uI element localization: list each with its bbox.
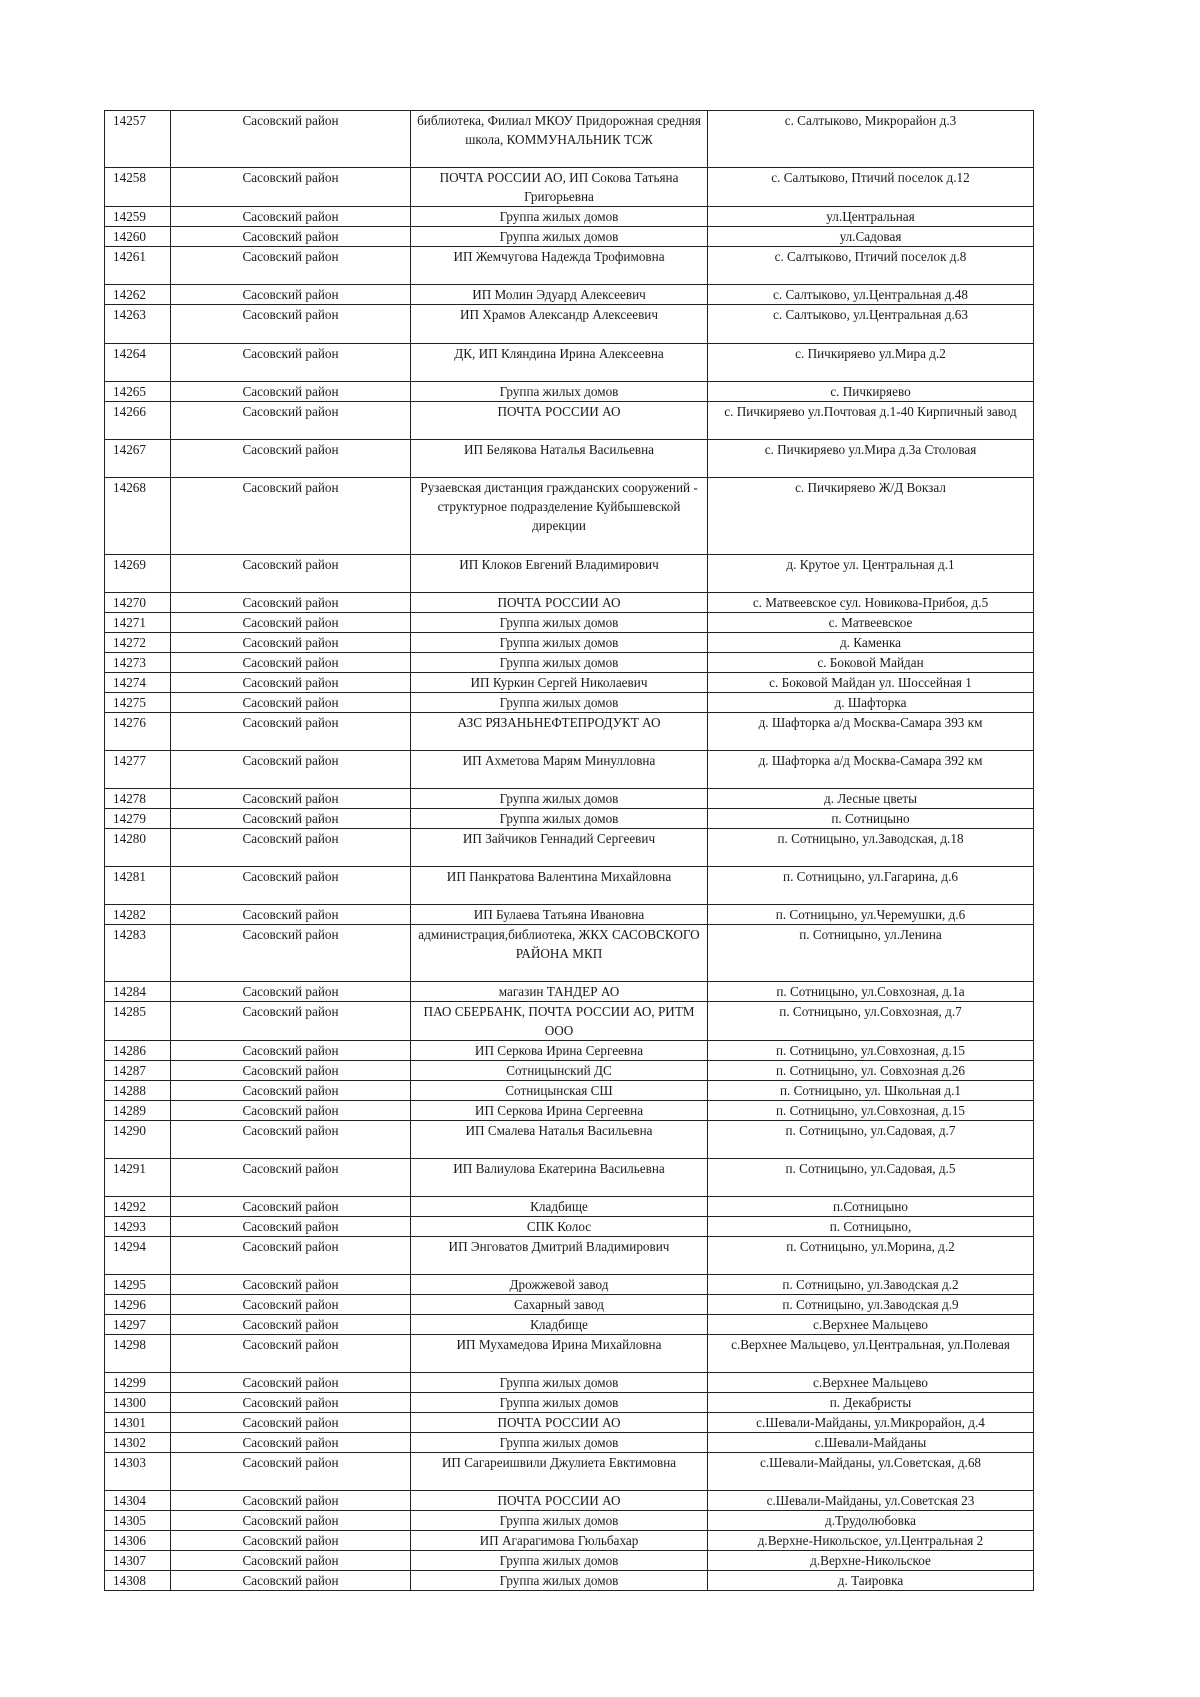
- cell-district: Сасовский район: [171, 1041, 411, 1061]
- table-row: [105, 555, 1034, 593]
- cell-address: с.Верхнее Мальцево: [708, 1315, 1034, 1335]
- cell-organization: магазин ТАНДЕР АО: [411, 982, 708, 1002]
- table-row: [105, 1041, 1034, 1061]
- cell-district: Сасовский район: [171, 693, 411, 713]
- cell-address: с. Пичкиряево Ж/Д Вокзал: [708, 478, 1034, 555]
- cell-organization: Группа жилых домов: [411, 809, 708, 829]
- table-row: [105, 1373, 1034, 1393]
- cell-address: с.Шевали-Майданы: [708, 1433, 1034, 1453]
- cell-organization: ИП Валиулова Екатерина Васильевна: [411, 1159, 708, 1197]
- cell-id: 14266: [105, 402, 171, 440]
- cell-address: д. Таировка: [708, 1571, 1034, 1591]
- cell-district: Сасовский район: [171, 247, 411, 285]
- cell-id: 14304: [105, 1491, 171, 1511]
- cell-district: Сасовский район: [171, 1531, 411, 1551]
- cell-district: Сасовский район: [171, 829, 411, 867]
- cell-district: Сасовский район: [171, 809, 411, 829]
- table-row: [105, 905, 1034, 925]
- cell-address: с. Матвеевское сул. Новикова-Прибоя, д.5: [708, 593, 1034, 613]
- cell-organization: Группа жилых домов: [411, 382, 708, 402]
- cell-address: п. Сотницыно: [708, 809, 1034, 829]
- table-row: [105, 1551, 1034, 1571]
- cell-organization: Сотницынский ДС: [411, 1061, 708, 1081]
- cell-address: д. Крутое ул. Центральная д.1: [708, 555, 1034, 593]
- cell-district: Сасовский район: [171, 925, 411, 982]
- cell-district: Сасовский район: [171, 402, 411, 440]
- cell-district: Сасовский район: [171, 1511, 411, 1531]
- table-row: [105, 633, 1034, 653]
- cell-id: 14279: [105, 809, 171, 829]
- cell-organization: Сотницынская СШ: [411, 1081, 708, 1101]
- cell-organization: Сахарный завод: [411, 1295, 708, 1315]
- cell-address: с.Верхнее Мальцево, ул.Центральная, ул.Полевая: [708, 1335, 1034, 1373]
- cell-address: п. Сотницыно, ул.Заводская д.9: [708, 1295, 1034, 1315]
- cell-organization: ИП Молин Эдуард Алексеевич: [411, 285, 708, 305]
- table-row: [105, 1002, 1034, 1041]
- cell-address: с. Салтыково, ул.Центральная д.63: [708, 305, 1034, 344]
- cell-district: Сасовский район: [171, 1121, 411, 1159]
- cell-organization: ИП Куркин Сергей Николаевич: [411, 673, 708, 693]
- cell-organization: ИП Серкова Ирина Сергеевна: [411, 1041, 708, 1061]
- cell-organization: ИП Храмов Александр Алексеевич: [411, 305, 708, 344]
- cell-id: 14308: [105, 1571, 171, 1591]
- table-row: [105, 227, 1034, 247]
- cell-organization: ИП Клоков Евгений Владимирович: [411, 555, 708, 593]
- cell-organization: ПОЧТА РОССИИ АО: [411, 1413, 708, 1433]
- cell-id: 14282: [105, 905, 171, 925]
- table-row: [105, 1393, 1034, 1413]
- cell-address: д. Шафторка а/д Москва-Самара 393 км: [708, 713, 1034, 751]
- cell-district: Сасовский район: [171, 1453, 411, 1491]
- cell-id: 14265: [105, 382, 171, 402]
- cell-district: Сасовский район: [171, 1159, 411, 1197]
- cell-id: 14264: [105, 344, 171, 382]
- cell-organization: Группа жилых домов: [411, 613, 708, 633]
- cell-id: 14285: [105, 1002, 171, 1041]
- cell-district: Сасовский район: [171, 1491, 411, 1511]
- cell-district: Сасовский район: [171, 1413, 411, 1433]
- cell-organization: ИП Булаева Татьяна Ивановна: [411, 905, 708, 925]
- cell-district: Сасовский район: [171, 1081, 411, 1101]
- cell-district: Сасовский район: [171, 1197, 411, 1217]
- cell-organization: Группа жилых домов: [411, 1551, 708, 1571]
- table-row: [105, 1081, 1034, 1101]
- cell-organization: ИП Агарагимова Гюльбахар: [411, 1531, 708, 1551]
- table-row: [105, 440, 1034, 478]
- cell-id: 14291: [105, 1159, 171, 1197]
- cell-district: Сасовский район: [171, 1101, 411, 1121]
- cell-organization: Группа жилых домов: [411, 1511, 708, 1531]
- cell-organization: Группа жилых домов: [411, 693, 708, 713]
- cell-id: 14259: [105, 207, 171, 227]
- cell-id: 14262: [105, 285, 171, 305]
- cell-address: ул.Центральная: [708, 207, 1034, 227]
- cell-id: 14301: [105, 1413, 171, 1433]
- cell-address: п. Сотницыно,: [708, 1217, 1034, 1237]
- cell-address: с. Пичкиряево ул.Почтовая д.1-40 Кирпичный завод: [708, 402, 1034, 440]
- cell-id: 14257: [105, 111, 171, 168]
- table-row: [105, 382, 1034, 402]
- cell-address: п. Сотницыно, ул.Ленина: [708, 925, 1034, 982]
- cell-address: с. Салтыково, Микрорайон д.3: [708, 111, 1034, 168]
- table-row: [105, 207, 1034, 227]
- cell-organization: Кладбище: [411, 1315, 708, 1335]
- table-row: [105, 1413, 1034, 1433]
- cell-id: 14260: [105, 227, 171, 247]
- cell-district: Сасовский район: [171, 1433, 411, 1453]
- cell-organization: ИП Ахметова Марям Минулловна: [411, 751, 708, 789]
- cell-district: Сасовский район: [171, 1295, 411, 1315]
- cell-address: с. Пичкиряево ул.Мира д.2: [708, 344, 1034, 382]
- cell-id: 14267: [105, 440, 171, 478]
- cell-district: Сасовский район: [171, 168, 411, 207]
- table-row: [105, 829, 1034, 867]
- cell-address: п. Сотницыно, ул.Заводская, д.18: [708, 829, 1034, 867]
- cell-district: Сасовский район: [171, 285, 411, 305]
- table-row: [105, 1433, 1034, 1453]
- cell-district: Сасовский район: [171, 653, 411, 673]
- cell-id: 14295: [105, 1275, 171, 1295]
- table-row: [105, 1453, 1034, 1491]
- cell-address: п. Сотницыно, ул.Садовая, д.5: [708, 1159, 1034, 1197]
- table-row: [105, 344, 1034, 382]
- table-row: [105, 593, 1034, 613]
- cell-address: с. Салтыково, Птичий поселок д.8: [708, 247, 1034, 285]
- table-row: [105, 653, 1034, 673]
- cell-district: Сасовский район: [171, 1373, 411, 1393]
- cell-id: 14275: [105, 693, 171, 713]
- cell-address: п.Сотницыно: [708, 1197, 1034, 1217]
- cell-address: д.Трудолюбовка: [708, 1511, 1034, 1531]
- cell-organization: Группа жилых домов: [411, 207, 708, 227]
- cell-organization: Группа жилых домов: [411, 1373, 708, 1393]
- table-row: [105, 925, 1034, 982]
- cell-id: 14297: [105, 1315, 171, 1335]
- cell-id: 14261: [105, 247, 171, 285]
- cell-address: п. Сотницыно, ул.Совхозная, д.15: [708, 1101, 1034, 1121]
- cell-id: 14274: [105, 673, 171, 693]
- cell-id: 14305: [105, 1511, 171, 1531]
- table-row: [105, 1511, 1034, 1531]
- table-row: [105, 673, 1034, 693]
- cell-id: 14263: [105, 305, 171, 344]
- cell-id: 14269: [105, 555, 171, 593]
- cell-address: с. Боковой Майдан: [708, 653, 1034, 673]
- cell-organization: ИП Панкратова Валентина Михайловна: [411, 867, 708, 905]
- table-row: [105, 1315, 1034, 1335]
- table-row: [105, 111, 1034, 168]
- cell-address: с. Салтыково, ул.Центральная д.48: [708, 285, 1034, 305]
- cell-address: с. Боковой Майдан ул. Шоссейная 1: [708, 673, 1034, 693]
- cell-address: п. Сотницыно, ул. Совхозная д.26: [708, 1061, 1034, 1081]
- cell-district: Сасовский район: [171, 1217, 411, 1237]
- table-row: [105, 1295, 1034, 1315]
- table-row: [105, 285, 1034, 305]
- table-row: [105, 1197, 1034, 1217]
- table-row: [105, 867, 1034, 905]
- cell-address: п. Сотницыно, ул.Гагарина, д.6: [708, 867, 1034, 905]
- cell-id: 14270: [105, 593, 171, 613]
- cell-organization: Группа жилых домов: [411, 1393, 708, 1413]
- cell-address: д. Лесные цветы: [708, 789, 1034, 809]
- cell-id: 14281: [105, 867, 171, 905]
- cell-id: 14303: [105, 1453, 171, 1491]
- cell-address: п. Сотницыно, ул. Школьная д.1: [708, 1081, 1034, 1101]
- cell-id: 14273: [105, 653, 171, 673]
- cell-address: п. Сотницыно, ул.Совхозная, д.7: [708, 1002, 1034, 1041]
- cell-id: 14268: [105, 478, 171, 555]
- cell-id: 14302: [105, 1433, 171, 1453]
- table-row: [105, 1571, 1034, 1591]
- cell-district: Сасовский район: [171, 1315, 411, 1335]
- cell-id: 14286: [105, 1041, 171, 1061]
- cell-district: Сасовский район: [171, 1002, 411, 1041]
- table-row: [105, 809, 1034, 829]
- table-row: [105, 1275, 1034, 1295]
- table-row: [105, 247, 1034, 285]
- cell-id: 14307: [105, 1551, 171, 1571]
- table-row: [105, 1237, 1034, 1275]
- table-row: [105, 751, 1034, 789]
- table-row: [105, 402, 1034, 440]
- cell-organization: СПК Колос: [411, 1217, 708, 1237]
- cell-address: п. Сотницыно, ул.Совхозная, д.1а: [708, 982, 1034, 1002]
- cell-district: Сасовский район: [171, 344, 411, 382]
- cell-address: п. Сотницыно, ул.Садовая, д.7: [708, 1121, 1034, 1159]
- cell-address: с. Пичкиряево: [708, 382, 1034, 402]
- cell-organization: ПОЧТА РОССИИ АО: [411, 402, 708, 440]
- cell-district: Сасовский район: [171, 440, 411, 478]
- cell-organization: Группа жилых домов: [411, 227, 708, 247]
- cell-district: Сасовский район: [171, 982, 411, 1002]
- cell-district: Сасовский район: [171, 227, 411, 247]
- cell-organization: ПОЧТА РОССИИ АО, ИП Сокова Татьяна Григорьевна: [411, 168, 708, 207]
- cell-district: Сасовский район: [171, 555, 411, 593]
- cell-address: д.Верхне-Никольское, ул.Центральная 2: [708, 1531, 1034, 1551]
- cell-id: 14298: [105, 1335, 171, 1373]
- cell-district: Сасовский район: [171, 382, 411, 402]
- cell-address: ул.Садовая: [708, 227, 1034, 247]
- cell-district: Сасовский район: [171, 633, 411, 653]
- cell-district: Сасовский район: [171, 789, 411, 809]
- cell-address: с.Верхнее Мальцево: [708, 1373, 1034, 1393]
- cell-id: 14280: [105, 829, 171, 867]
- cell-address: с.Шевали-Майданы, ул.Микрорайон, д.4: [708, 1413, 1034, 1433]
- cell-district: Сасовский район: [171, 1237, 411, 1275]
- table-row: [105, 168, 1034, 207]
- cell-id: 14271: [105, 613, 171, 633]
- cell-id: 14288: [105, 1081, 171, 1101]
- cell-district: Сасовский район: [171, 613, 411, 633]
- cell-address: п. Сотницыно, ул.Черемушки, д.6: [708, 905, 1034, 925]
- cell-id: 14278: [105, 789, 171, 809]
- cell-organization: Группа жилых домов: [411, 653, 708, 673]
- cell-district: Сасовский район: [171, 1061, 411, 1081]
- cell-address: п. Сотницыно, ул.Морина, д.2: [708, 1237, 1034, 1275]
- cell-address: п. Сотницыно, ул.Заводская д.2: [708, 1275, 1034, 1295]
- cell-organization: ПАО СБЕРБАНК, ПОЧТА РОССИИ АО, РИТМ ООО: [411, 1002, 708, 1041]
- cell-organization: ИП Жемчугова Надежда Трофимовна: [411, 247, 708, 285]
- cell-id: 14293: [105, 1217, 171, 1237]
- table-row: [105, 1061, 1034, 1081]
- cell-address: д. Шафторка а/д Москва-Самара 392 км: [708, 751, 1034, 789]
- table-row: [105, 1159, 1034, 1197]
- cell-organization: Группа жилых домов: [411, 1433, 708, 1453]
- cell-organization: ИП Мухамедова Ирина Михайловна: [411, 1335, 708, 1373]
- cell-district: Сасовский район: [171, 867, 411, 905]
- cell-organization: ДК, ИП Кляндина Ирина Алексеевна: [411, 344, 708, 382]
- table-row: [105, 1491, 1034, 1511]
- table-row: [105, 1121, 1034, 1159]
- table-row: [105, 1101, 1034, 1121]
- cell-organization: Группа жилых домов: [411, 633, 708, 653]
- cell-district: Сасовский район: [171, 1393, 411, 1413]
- cell-id: 14299: [105, 1373, 171, 1393]
- outage-table: [104, 110, 1034, 1591]
- table-row: [105, 305, 1034, 344]
- cell-id: 14290: [105, 1121, 171, 1159]
- table-row: [105, 1335, 1034, 1373]
- cell-address: с. Салтыково, Птичий поселок д.12: [708, 168, 1034, 207]
- cell-district: Сасовский район: [171, 305, 411, 344]
- cell-organization: ИП Смалева Наталья Васильевна: [411, 1121, 708, 1159]
- cell-district: Сасовский район: [171, 751, 411, 789]
- cell-organization: ПОЧТА РОССИИ АО: [411, 1491, 708, 1511]
- cell-district: Сасовский район: [171, 207, 411, 227]
- cell-organization: ИП Зайчиков Геннадий Сергеевич: [411, 829, 708, 867]
- cell-address: д.Верхне-Никольское: [708, 1551, 1034, 1571]
- cell-organization: Кладбище: [411, 1197, 708, 1217]
- table-row: [105, 613, 1034, 633]
- cell-address: д. Шафторка: [708, 693, 1034, 713]
- cell-district: Сасовский район: [171, 111, 411, 168]
- cell-id: 14292: [105, 1197, 171, 1217]
- cell-id: 14306: [105, 1531, 171, 1551]
- cell-district: Сасовский район: [171, 1571, 411, 1591]
- cell-organization: Группа жилых домов: [411, 789, 708, 809]
- cell-organization: библиотека, Филиал МКОУ Придорожная средняя школа, КОММУНАЛЬНИК ТСЖ: [411, 111, 708, 168]
- cell-district: Сасовский район: [171, 1335, 411, 1373]
- cell-organization: АЗС РЯЗАНЬНЕФТЕПРОДУКТ АО: [411, 713, 708, 751]
- table-row: [105, 1217, 1034, 1237]
- cell-address: п. Декабристы: [708, 1393, 1034, 1413]
- cell-id: 14294: [105, 1237, 171, 1275]
- cell-id: 14258: [105, 168, 171, 207]
- cell-organization: ИП Энговатов Дмитрий Владимирович: [411, 1237, 708, 1275]
- cell-organization: администрация,библиотека, ЖКХ САСОВСКОГО РАЙОНА МКП: [411, 925, 708, 982]
- cell-organization: Дрожжевой завод: [411, 1275, 708, 1295]
- table-body: [105, 111, 1034, 1591]
- cell-district: Сасовский район: [171, 713, 411, 751]
- cell-address: с. Пичкиряево ул.Мира д.3а Столовая: [708, 440, 1034, 478]
- cell-organization: ИП Серкова Ирина Сергеевна: [411, 1101, 708, 1121]
- cell-id: 14289: [105, 1101, 171, 1121]
- table-row: [105, 982, 1034, 1002]
- cell-address: с. Матвеевское: [708, 613, 1034, 633]
- cell-address: с.Шевали-Майданы, ул.Советская, д.68: [708, 1453, 1034, 1491]
- cell-district: Сасовский район: [171, 593, 411, 613]
- table-row: [105, 1531, 1034, 1551]
- cell-district: Сасовский район: [171, 1551, 411, 1571]
- cell-district: Сасовский район: [171, 1275, 411, 1295]
- cell-organization: Группа жилых домов: [411, 1571, 708, 1591]
- cell-organization: ИП Белякова Наталья Васильевна: [411, 440, 708, 478]
- cell-id: 14277: [105, 751, 171, 789]
- cell-address: с.Шевали-Майданы, ул.Советская 23: [708, 1491, 1034, 1511]
- cell-organization: ИП Сагареишвили Джулиета Евктимовна: [411, 1453, 708, 1491]
- cell-id: 14272: [105, 633, 171, 653]
- cell-address: д. Каменка: [708, 633, 1034, 653]
- cell-organization: ПОЧТА РОССИИ АО: [411, 593, 708, 613]
- cell-district: Сасовский район: [171, 673, 411, 693]
- table-row: [105, 478, 1034, 555]
- cell-id: 14287: [105, 1061, 171, 1081]
- cell-district: Сасовский район: [171, 905, 411, 925]
- cell-id: 14283: [105, 925, 171, 982]
- cell-organization: Рузаевская дистанция гражданских сооружений - структурное подразделение Куйбышевской дирекции: [411, 478, 708, 555]
- table-row: [105, 693, 1034, 713]
- cell-district: Сасовский район: [171, 478, 411, 555]
- cell-id: 14300: [105, 1393, 171, 1413]
- cell-id: 14296: [105, 1295, 171, 1315]
- table-row: [105, 713, 1034, 751]
- cell-address: п. Сотницыно, ул.Совхозная, д.15: [708, 1041, 1034, 1061]
- cell-id: 14276: [105, 713, 171, 751]
- table-row: [105, 789, 1034, 809]
- cell-id: 14284: [105, 982, 171, 1002]
